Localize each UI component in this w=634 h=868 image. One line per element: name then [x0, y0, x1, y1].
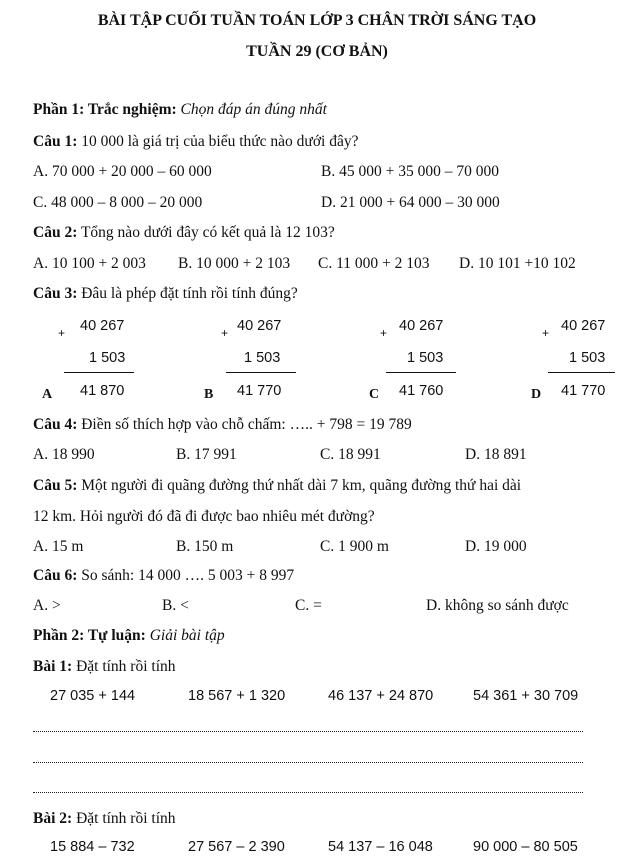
q5-option-a: A. 15 m: [33, 538, 84, 555]
q3-text: Đâu là phép đặt tính rồi tính đúng?: [81, 285, 298, 302]
answer-line[interactable]: [33, 731, 583, 732]
plus-sign: +: [380, 326, 388, 340]
q4-question: [33, 416, 412, 434]
option-letter: C: [369, 387, 380, 402]
bai1-text: Đặt tính rồi tính: [76, 658, 176, 675]
q2-question: [33, 224, 335, 242]
q4-option-a: A. 18 990: [33, 446, 95, 463]
q5-option-d: D. 19 000: [465, 538, 527, 555]
q1-option-a: A. 70 000 + 20 000 – 60 000: [33, 163, 212, 180]
sum-line: [226, 372, 296, 373]
sum-line: [64, 372, 134, 373]
bai1-expr: 46 137 + 24 870: [328, 688, 434, 704]
addend-bottom: 1 503: [569, 350, 606, 366]
q3-question: [33, 285, 298, 303]
addend-top: 40 267: [399, 318, 444, 334]
option-letter: D: [531, 387, 542, 402]
result: 41 770: [561, 383, 606, 399]
plus-sign: +: [221, 326, 229, 340]
addend-bottom: 1 503: [89, 350, 126, 366]
answer-line[interactable]: [33, 792, 583, 793]
result: 41 870: [80, 383, 125, 399]
q1-option-b: B. 45 000 + 35 000 – 70 000: [321, 163, 499, 180]
part1-instruction: Chọn đáp án đúng nhất: [180, 101, 327, 118]
q5-label: Câu 5:: [33, 477, 78, 494]
q6-question: [33, 567, 294, 585]
q2-text: Tổng nào dưới đây có kết quả là 12 103?: [80, 224, 335, 241]
option-letter: B: [204, 387, 214, 402]
sum-line: [548, 372, 615, 373]
q1-label: Câu 1:: [33, 133, 78, 150]
q5-text-line1: Một người đi quãng đường thứ nhất dài 7 km, quãng đường thứ hai dài: [81, 477, 522, 494]
worksheet-title: BÀI TẬP CUỐI TUẦN TOÁN LỚP 3 CHÂN TRỜI SÁNG TẠO: [97, 12, 537, 29]
q2-label: Câu 2:: [33, 224, 78, 241]
part2-header: [33, 627, 225, 645]
q6-option-d: D. không so sánh được: [426, 597, 569, 614]
addend-top: 40 267: [561, 318, 606, 334]
bai1-expr: 27 035 + 144: [50, 688, 136, 704]
q4-option-d: D. 18 891: [465, 446, 527, 463]
q4-option-b: B. 17 991: [176, 446, 237, 463]
part1-header: [33, 101, 327, 119]
bai1-label: Bài 1:: [33, 658, 73, 675]
q1-text: 10 000 là giá trị của biểu thức nào dưới đây?: [81, 133, 359, 150]
answer-line[interactable]: [33, 762, 583, 763]
plus-sign: +: [542, 326, 550, 340]
bai1-question: [33, 658, 176, 676]
q1-option-d: D. 21 000 + 64 000 – 30 000: [321, 194, 500, 211]
q6-label: Câu 6:: [33, 567, 78, 584]
q6-option-c: C. =: [295, 597, 322, 614]
addend-top: 40 267: [237, 318, 282, 334]
q1-option-c: C. 48 000 – 8 000 – 20 000: [33, 194, 203, 211]
result: 41 770: [237, 383, 282, 399]
q6-option-a: A. >: [33, 597, 61, 614]
q2-option-a: A. 10 100 + 2 003: [33, 255, 146, 272]
q6-option-b: B. <: [162, 597, 189, 614]
q2-option-c: C. 11 000 + 2 103: [318, 255, 430, 272]
part1-heading: Phần 1: Trắc nghiệm:: [33, 101, 177, 118]
result: 41 760: [399, 383, 444, 399]
plus-sign: +: [58, 326, 66, 340]
bai2-expr: 90 000 – 80 505: [473, 839, 578, 855]
sum-line: [386, 372, 456, 373]
part2-instruction: Giải bài tập: [149, 627, 225, 644]
addend-bottom: 1 503: [407, 350, 444, 366]
bai2-label: Bài 2:: [33, 810, 73, 827]
bai1-expr: 18 567 + 1 320: [188, 688, 286, 704]
addend-bottom: 1 503: [244, 350, 281, 366]
q2-option-b: B. 10 000 + 2 103: [178, 255, 291, 272]
bai1-expr: 54 361 + 30 709: [473, 688, 579, 704]
q5-question: [33, 477, 521, 495]
q5-option-c: C. 1 900 m: [320, 538, 389, 555]
q1-question: [33, 133, 358, 151]
part2-heading: Phần 2: Tự luận:: [33, 627, 146, 644]
q4-label: Câu 4:: [33, 416, 78, 433]
q3-label: Câu 3:: [33, 285, 78, 302]
q5-text-line2: 12 km. Hỏi người đó đã đi được bao nhiêu mét đường?: [33, 508, 375, 525]
bai2-expr: 27 567 – 2 390: [188, 839, 285, 855]
bai2-expr: 15 884 – 732: [50, 839, 135, 855]
worksheet-subtitle: TUẦN 29 (CƠ BẢN): [246, 43, 388, 60]
q5-option-b: B. 150 m: [176, 538, 234, 555]
q2-option-d: D. 10 101 +10 102: [459, 255, 576, 272]
bai2-question: [33, 810, 176, 828]
bai2-text: Đặt tính rồi tính: [76, 810, 176, 827]
addend-top: 40 267: [80, 318, 125, 334]
q4-text: Điền số thích hợp vào chỗ chấm: ….. + 798 = 19 789: [81, 416, 412, 433]
q4-option-c: C. 18 991: [320, 446, 381, 463]
q6-text: So sánh: 14 000 …. 5 003 + 8 997: [81, 567, 295, 584]
bai2-expr: 54 137 – 16 048: [328, 839, 433, 855]
option-letter: A: [42, 387, 53, 402]
